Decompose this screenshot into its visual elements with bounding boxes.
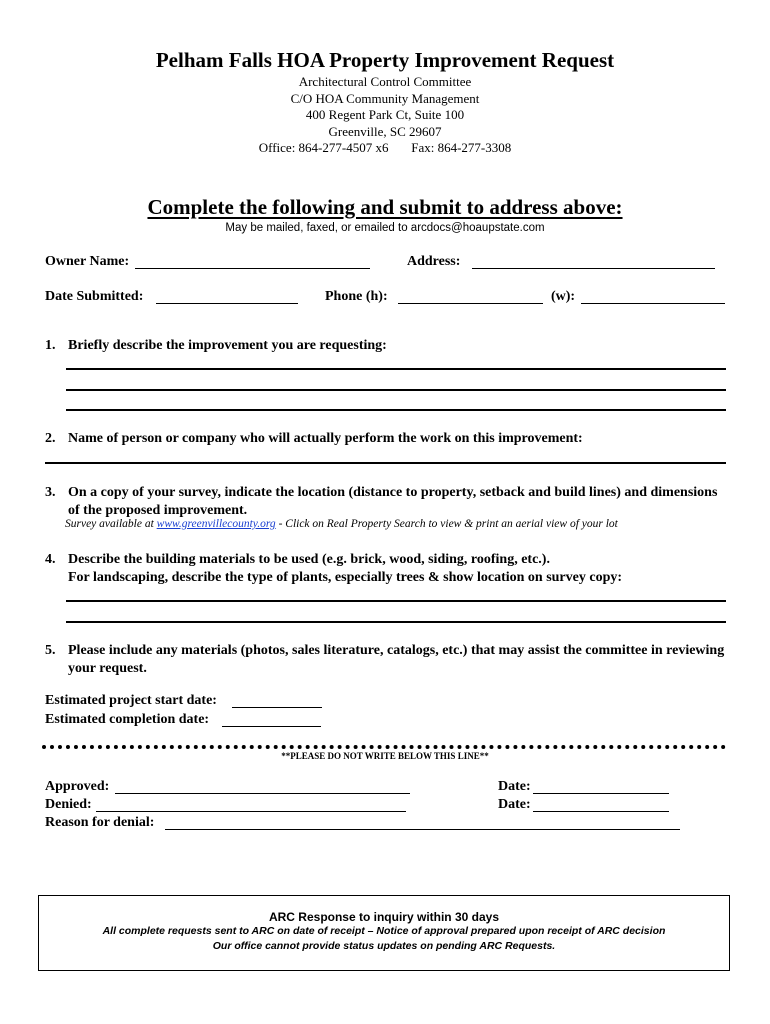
address-line: Architectural Control Committee <box>298 74 472 89</box>
question-3: 3. On a copy of your survey, indicate the location (distance to property, setback and build lines) and dimensions of the proposed improvement. <box>45 485 718 518</box>
address-line: 400 Regent Park Ct, Suite 100 <box>305 107 465 122</box>
address-field[interactable] <box>472 256 715 269</box>
instructions-heading: Complete the following and submit to address above: <box>147 195 623 219</box>
mail-note: May be mailed, faxed, or emailed to arcdocs@hoaupstate.com <box>225 222 545 234</box>
phone-work-label: (w): <box>551 289 576 304</box>
completion-date-label: Estimated completion date: <box>45 712 210 727</box>
do-not-write-notice: **PLEASE DO NOT WRITE BELOW THIS LINE** <box>281 751 489 761</box>
start-date-label: Estimated project start date: <box>45 693 217 708</box>
answer-line[interactable] <box>66 409 726 411</box>
answer-line[interactable] <box>66 368 726 370</box>
question-5: 5. Please include any materials (photos, sales literature, catalogs, etc.) that may assist the committee in reviewing your request. <box>45 643 725 676</box>
denied-date-field[interactable] <box>533 799 669 812</box>
question-2: 2. Name of person or company who will actually perform the work on this improvement: <box>45 431 583 446</box>
survey-note: Survey available at www.greenvillecounty.org - Click on Real Property Search to view & print an aerial view of your lot <box>65 518 618 530</box>
dotted-divider <box>42 745 726 749</box>
date-submitted-field[interactable] <box>156 291 298 304</box>
answer-line[interactable] <box>66 600 726 602</box>
approved-date-field[interactable] <box>533 781 669 794</box>
reason-for-denial-field[interactable] <box>165 817 680 830</box>
answer-line[interactable] <box>66 389 726 391</box>
approved-label: Approved: <box>45 779 110 794</box>
denied-label: Denied: <box>45 797 92 812</box>
address-line: C/O HOA Community Management <box>290 90 480 106</box>
phone-home-field[interactable] <box>398 291 543 304</box>
question-4: 4. Describe the building materials to be used (e.g. brick, wood, siding, roofing, etc.). For landscaping, describe the type of plants, especially trees & show location on survey copy: <box>45 552 623 585</box>
address-block <box>0 74 770 157</box>
question-1: 1. Briefly describe the improvement you are requesting: <box>45 338 387 353</box>
denied-date-label: Date: <box>498 797 531 812</box>
approved-field[interactable] <box>115 781 410 794</box>
arc-response-notice: All complete requests sent to ARC on date of receipt – Notice of approval prepared upon receipt of ARC decision <box>102 925 666 937</box>
arc-response-heading: ARC Response to inquiry within 30 days <box>268 910 500 924</box>
contact-line <box>0 140 770 157</box>
denied-field[interactable] <box>96 799 406 812</box>
answer-line[interactable] <box>45 462 726 464</box>
start-date-field[interactable] <box>232 695 322 708</box>
form-title: Pelham Falls HOA Property Improvement Request <box>155 48 615 72</box>
owner-name-label: Owner Name: <box>45 254 130 269</box>
date-submitted-label: Date Submitted: <box>45 289 144 304</box>
owner-name-field[interactable] <box>135 256 370 269</box>
completion-date-field[interactable] <box>222 714 321 727</box>
reason-for-denial-label: Reason for denial: <box>45 815 155 830</box>
phone-work-field[interactable] <box>581 291 725 304</box>
arc-response-box <box>38 895 730 971</box>
office-phone: Office: 864-277-4507 x6 <box>258 140 389 155</box>
fax-number: Fax: 864-277-3308 <box>411 140 512 155</box>
county-website-link[interactable]: www.greenvillecounty.org <box>156 518 276 530</box>
answer-line[interactable] <box>66 621 726 623</box>
address-line: Greenville, SC 29607 <box>328 123 442 139</box>
phone-home-label: Phone (h): <box>325 289 388 304</box>
arc-status-notice: Our office cannot provide status updates on pending ARC Requests. <box>212 940 556 952</box>
approved-date-label: Date: <box>498 779 531 794</box>
address-label: Address: <box>407 254 461 269</box>
